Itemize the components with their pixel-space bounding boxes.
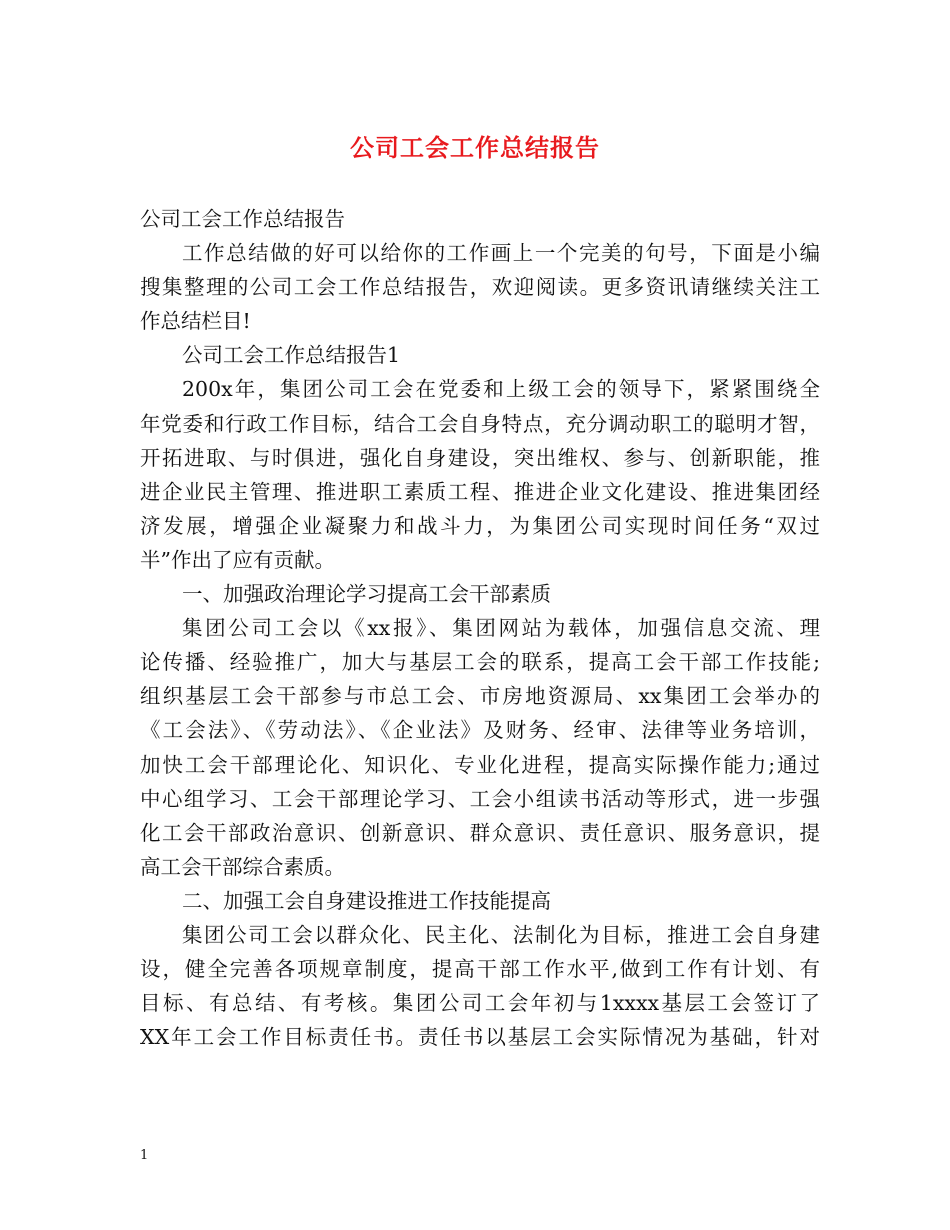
- text-line: 论传播、经验推广，加大与基层工会的联系，提高工会干部工作技能;: [140, 650, 820, 675]
- text-line: 进企业民主管理、推进职工素质工程、推进企业文化建设、推进集团经: [140, 479, 820, 504]
- text-line: 组织基层工会干部参与市总工会、市房地资源局、xx集团工会举办的: [140, 684, 820, 709]
- text-line: 公司工会工作总结报告1: [182, 343, 401, 368]
- text-line: 工作总结做的好可以给你的工作画上一个完美的句号，下面是小编: [182, 241, 820, 266]
- text-line: 加快工会干部理论化、知识化、专业化进程，提高实际操作能力;通过: [140, 752, 820, 777]
- text-line: 一、加强政治理论学习提高工会干部素质: [182, 582, 551, 607]
- text-line: 高工会干部综合素质。: [140, 854, 345, 879]
- text-line: 设，健全完善各项规章制度，提高干部工作水平,做到工作有计划、有: [140, 957, 820, 982]
- text-line: 中心组学习、工会干部理论学习、工会小组读书活动等形式，进一步强: [140, 786, 820, 811]
- text-line: 公司工会工作总结报告: [140, 207, 345, 231]
- document-title: 公司工会工作总结报告: [350, 133, 600, 162]
- document-body: [140, 202, 820, 1054]
- text-line: 开拓进取、与时俱进，强化自身建设，突出维权、参与、创新职能，推: [140, 445, 820, 470]
- text-line: 集团公司工会以群众化、民主化、法制化为目标，推进工会自身建: [182, 922, 820, 947]
- text-line: XX年工会工作目标责任书。责任书以基层工会实际情况为基础，针对: [140, 1025, 820, 1050]
- text-line: 200x年，集团公司工会在党委和上级工会的领导下，紧紧围绕全: [182, 377, 820, 402]
- page-number: 1: [140, 1148, 149, 1163]
- text-line: 《工会法》、《劳动法》、《企业法》及财务、经审、法律等业务培训，: [140, 718, 820, 743]
- text-line: 济发展，增强企业凝聚力和战斗力，为集团公司实现时间任务“双过: [140, 513, 820, 538]
- text-line: 半”作出了应有贡献。: [140, 547, 335, 572]
- text-line: 化工会干部政治意识、创新意识、群众意识、责任意识、服务意识，提: [140, 820, 820, 845]
- text-line: 二、加强工会自身建设推进工作技能提高: [182, 888, 551, 913]
- text-line: 集团公司工会以《xx报》、集团网站为载体，加强信息交流、理: [182, 616, 820, 641]
- text-line: 搜集整理的公司工会工作总结报告，欢迎阅读。更多资讯请继续关注工: [140, 275, 820, 300]
- text-line: 作总结栏目!: [140, 309, 251, 334]
- text-line: 目标、有总结、有考核。集团公司工会年初与1xxxx基层工会签订了: [140, 991, 820, 1016]
- text-line: 年党委和行政工作目标，结合工会自身特点，充分调动职工的聪明才智，: [140, 411, 820, 436]
